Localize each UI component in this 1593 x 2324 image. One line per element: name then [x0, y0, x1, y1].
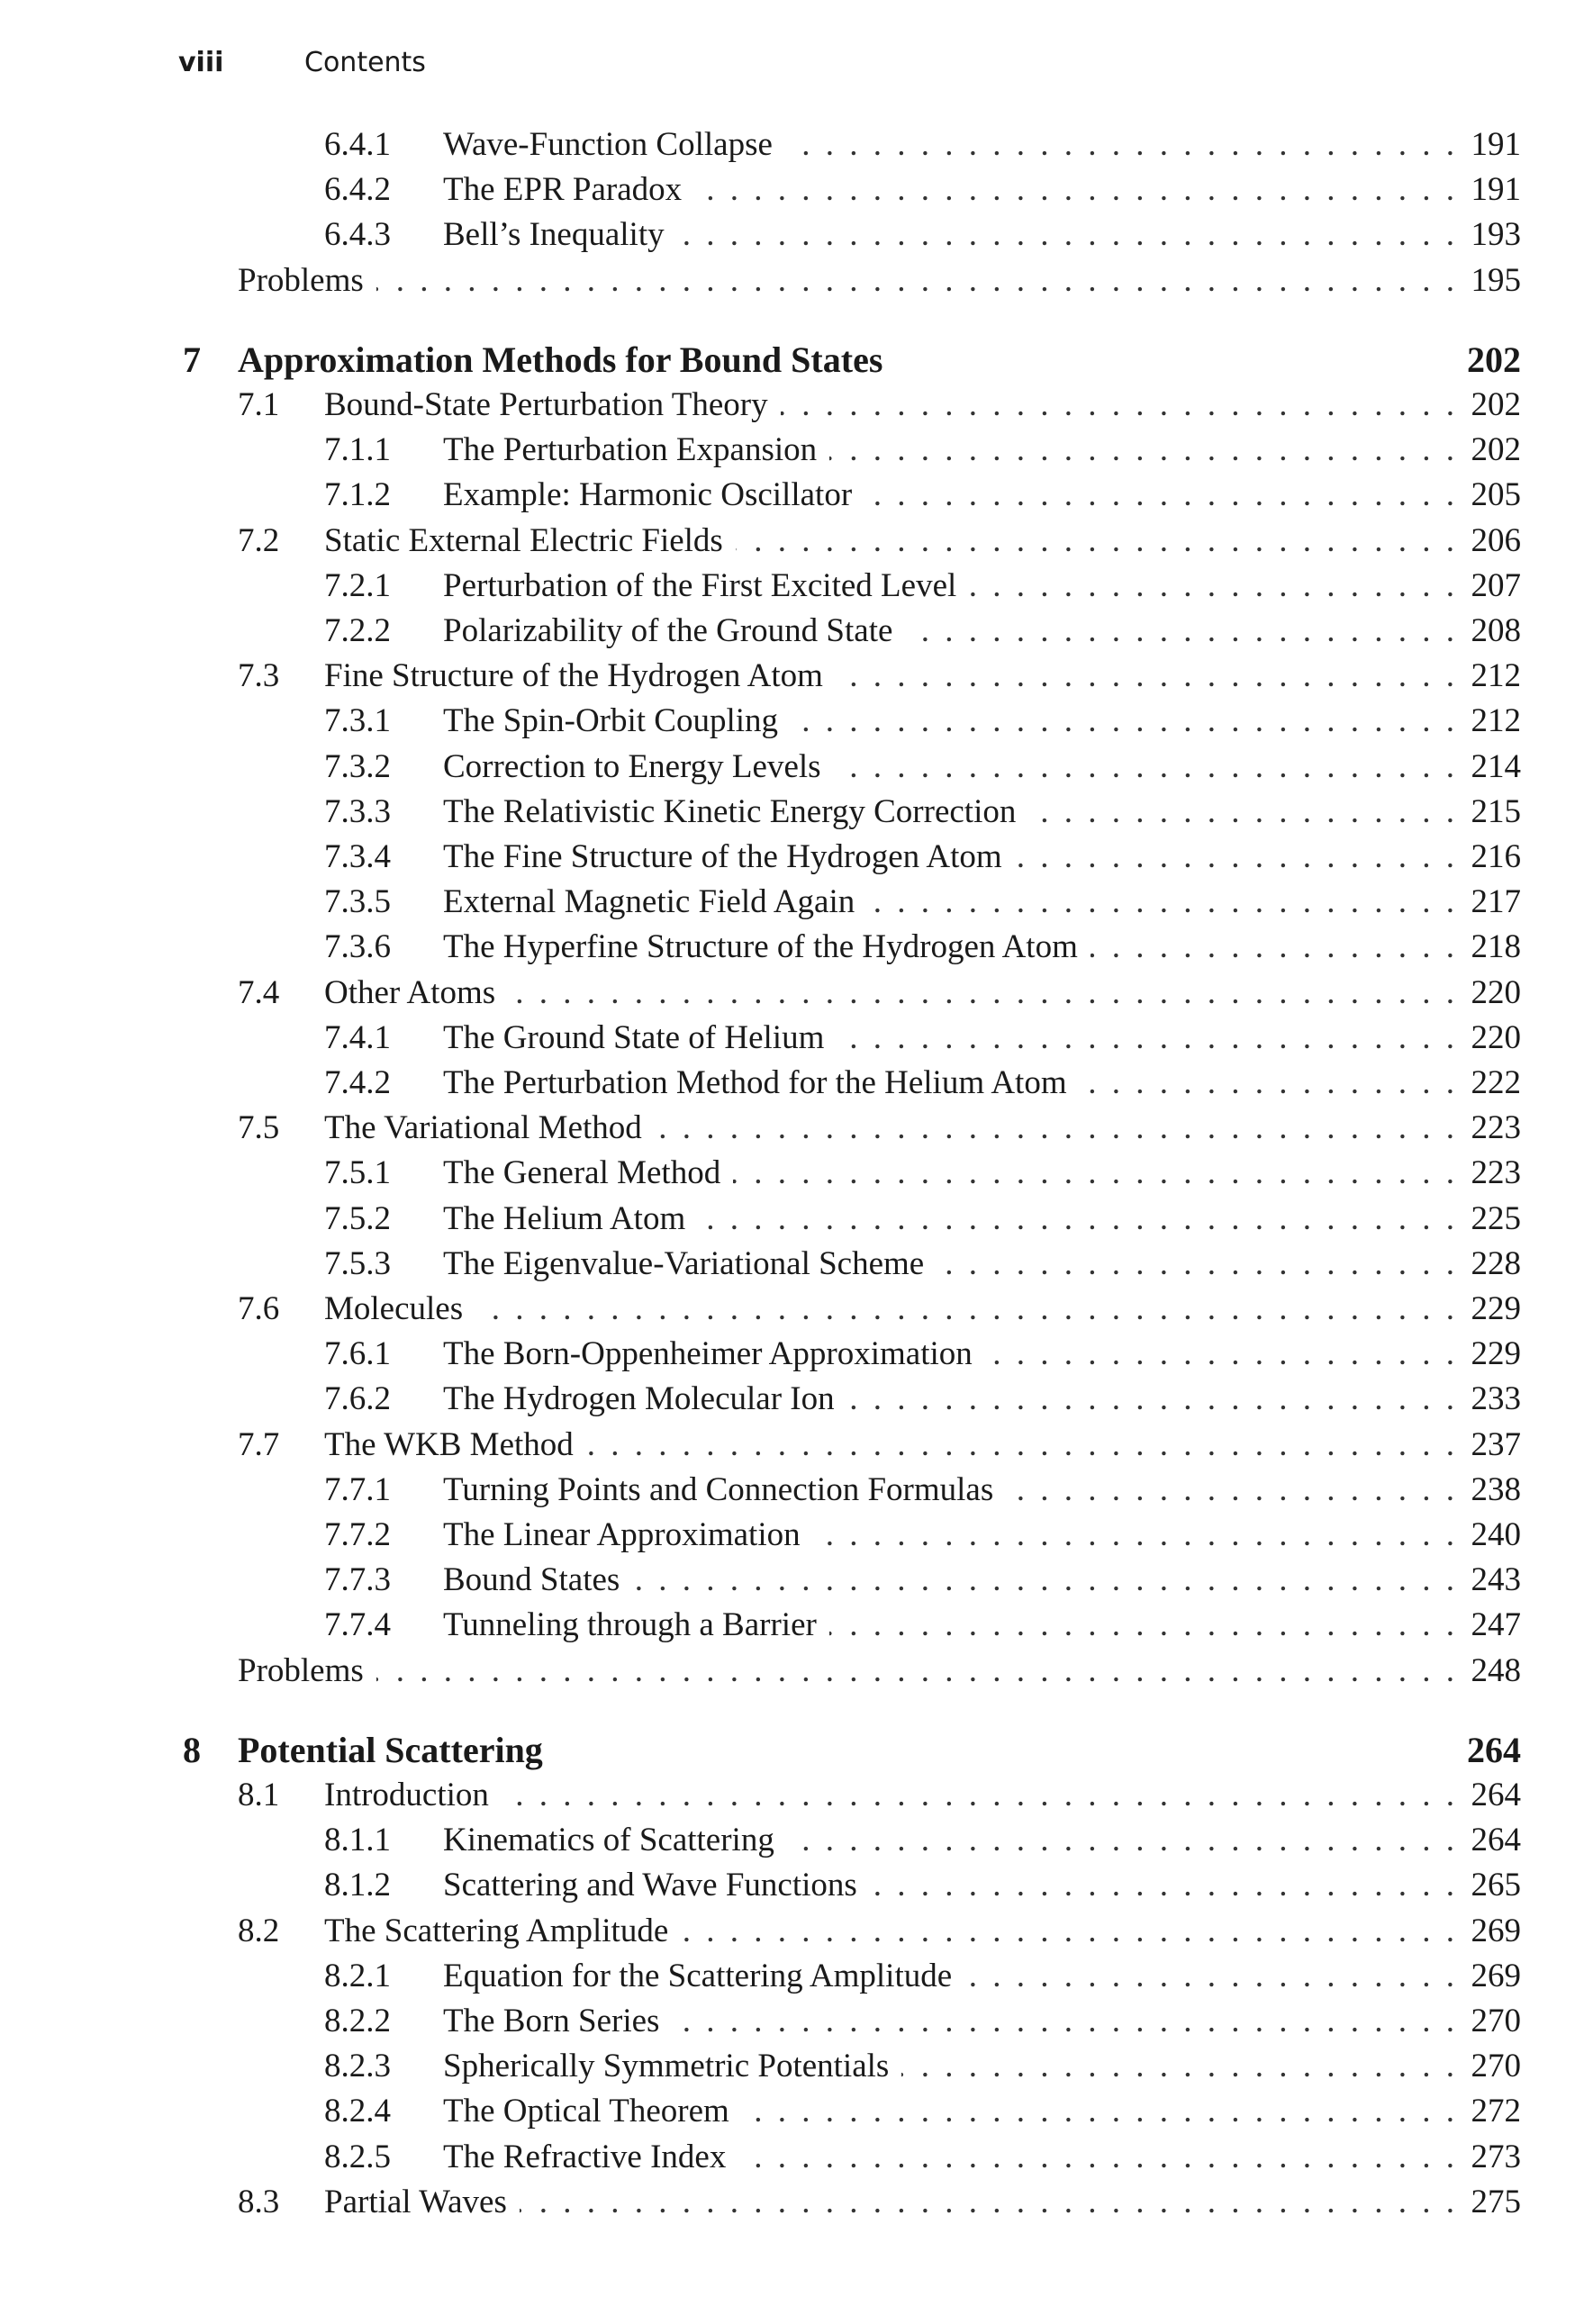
dot-leader [1091, 925, 1458, 970]
entry-title: Perturbation of the First Excited Level [443, 566, 957, 604]
entry-page-number: 269 [1471, 1912, 1521, 1949]
entry-number: 8.3 [238, 2183, 280, 2220]
entry-page-number: 214 [1471, 747, 1521, 785]
entry-title: Fine Structure of the Hydrogen Atom [324, 657, 823, 695]
entry-number: 6.4.2 [324, 171, 391, 209]
toc-entry[interactable] [0, 925, 1593, 970]
toc-entry[interactable] [0, 122, 1593, 167]
dot-leader [655, 1106, 1458, 1151]
toc-entry[interactable] [0, 609, 1593, 654]
entry-number: 6.4.3 [324, 216, 391, 254]
entry-title: Correction to Energy Levels [443, 747, 821, 785]
entry-number: 7.5.2 [324, 1199, 391, 1237]
entry-title: Spherically Symmetric Potentials [443, 2048, 890, 2085]
entry-title: The General Method [443, 1154, 721, 1192]
toc-entry[interactable] [0, 2044, 1593, 2089]
page-header [178, 47, 426, 78]
entry-number: 8.2.2 [324, 2003, 391, 2039]
toc-entry[interactable] [0, 2089, 1593, 2134]
entry-number: 8.2.5 [324, 2138, 391, 2175]
entry-page-number: 247 [1471, 1606, 1521, 1644]
toc-entry[interactable] [0, 1061, 1593, 1106]
entry-number: 7.3.6 [324, 928, 391, 966]
entry-title: The Optical Theorem [443, 2093, 729, 2130]
toc-entry[interactable] [0, 1603, 1593, 1648]
page-number: viii [178, 47, 224, 78]
entry-title: The Born Series [443, 2003, 660, 2039]
entry-page-number: 269 [1471, 1957, 1521, 1994]
entry-title: The Linear Approximation [443, 1516, 801, 1553]
entry-page-number: 220 [1471, 1018, 1521, 1056]
toc-entry[interactable] [0, 2135, 1593, 2180]
toc-entry[interactable] [0, 1513, 1593, 1558]
dot-leader [834, 745, 1458, 790]
entry-page-number: 202 [1471, 386, 1521, 423]
entry-page-number: 217 [1471, 883, 1521, 921]
entry-number: 7.6.1 [324, 1335, 391, 1373]
toc-entry[interactable] [0, 1909, 1593, 1954]
dot-leader [520, 2180, 1458, 2225]
dot-leader [376, 258, 1458, 303]
entry-title: The Variational Method [324, 1109, 642, 1147]
entry-number: 7.5.1 [324, 1154, 391, 1192]
dot-leader [508, 971, 1458, 1016]
entry-number: 7.6.2 [324, 1380, 391, 1418]
entry-page-number: 222 [1471, 1064, 1521, 1101]
dot-leader [985, 1332, 1458, 1377]
toc-entry[interactable] [0, 1016, 1593, 1061]
entry-number: 7.4.2 [324, 1064, 391, 1101]
chapter-entry[interactable] [0, 338, 1593, 383]
entry-title: Introduction [324, 1777, 489, 1813]
toc-entry[interactable] [0, 1287, 1593, 1332]
entry-number: 8.2.3 [324, 2048, 391, 2085]
entry-title: The Fine Structure of the Hydrogen Atom [443, 838, 1002, 875]
dot-leader [791, 699, 1458, 744]
entry-number: 7.7.3 [324, 1561, 391, 1599]
entry-page-number: 264 [1467, 1729, 1521, 1770]
toc-entry[interactable] [0, 2180, 1593, 2225]
entry-page-number: 191 [1471, 171, 1521, 209]
entry-page-number: 206 [1471, 521, 1521, 559]
dot-leader [694, 167, 1458, 213]
entry-page-number: 238 [1471, 1470, 1521, 1508]
dot-leader [733, 1151, 1458, 1196]
entry-title: The Perturbation Expansion [443, 431, 818, 469]
toc-entry[interactable] [0, 1151, 1593, 1196]
entry-title: The Hyperfine Structure of the Hydrogen Atom [443, 928, 1078, 966]
dot-leader [836, 654, 1458, 699]
dot-leader [672, 1999, 1458, 2044]
entry-title: Partial Waves [324, 2183, 507, 2220]
entry-number: 7.3.3 [324, 792, 391, 830]
dot-leader [1015, 835, 1458, 880]
dot-leader [632, 1558, 1458, 1603]
entry-page-number: 212 [1471, 702, 1521, 740]
dot-leader [870, 1863, 1458, 1908]
entry-number: 8 [183, 1729, 201, 1770]
toc-entry[interactable] [0, 1468, 1593, 1513]
dot-leader [502, 1773, 1458, 1818]
toc-entry[interactable] [0, 790, 1593, 835]
dot-leader [867, 880, 1458, 925]
entry-title: Kinematics of Scattering [443, 1822, 774, 1859]
entry-page-number: 218 [1471, 928, 1521, 966]
entry-page-number: 272 [1471, 2093, 1521, 2130]
dot-leader [787, 1818, 1458, 1863]
entry-number: 7.3.1 [324, 702, 391, 740]
toc-entry[interactable] [0, 1197, 1593, 1242]
entry-page-number: 191 [1471, 126, 1521, 163]
dot-leader [1080, 1061, 1458, 1106]
entry-number: 7.3.2 [324, 747, 391, 785]
entry-page-number: 264 [1471, 1822, 1521, 1859]
entry-number: 6.4.1 [324, 126, 391, 163]
entry-number: 7.5.3 [324, 1244, 391, 1282]
entry-page-number: 229 [1471, 1335, 1521, 1373]
toc-entry[interactable] [0, 654, 1593, 699]
entry-title: Turning Points and Connection Formulas [443, 1470, 994, 1508]
entry-number: 7.4.1 [324, 1018, 391, 1056]
dot-leader [901, 2044, 1458, 2089]
entry-number: 7.3 [238, 657, 280, 695]
entry-title: The WKB Method [324, 1425, 574, 1463]
entry-title: The Relativistic Kinetic Energy Correction [443, 792, 1017, 830]
dot-leader [681, 1909, 1458, 1954]
entry-page-number: 237 [1471, 1425, 1521, 1463]
dot-leader [475, 1287, 1458, 1332]
entry-page-number: 233 [1471, 1380, 1521, 1418]
dot-leader [829, 1603, 1458, 1648]
entry-page-number: 212 [1471, 657, 1521, 695]
entry-title: Tunneling through a Barrier [443, 1606, 817, 1644]
entry-number: 7.7.1 [324, 1470, 391, 1508]
toc-entry[interactable] [0, 1954, 1593, 1999]
dot-leader [964, 1954, 1458, 1999]
toc-entry[interactable] [0, 880, 1593, 925]
problems-entry[interactable] [0, 258, 1593, 303]
entry-title: Bound-State Perturbation Theory [324, 386, 768, 423]
entry-number: 8.1 [238, 1777, 280, 1813]
entry-title: The Eigenvalue-Variational Scheme [443, 1244, 925, 1282]
entry-page-number: 265 [1471, 1867, 1521, 1904]
entry-title: The Born-Oppenheimer Approximation [443, 1335, 973, 1373]
entry-title: Problems [238, 1651, 364, 1689]
entry-number: 7.1.2 [324, 476, 391, 514]
dot-leader [698, 1197, 1458, 1242]
entry-title: Example: Harmonic Oscillator [443, 476, 853, 514]
entry-number: 7.3.4 [324, 838, 391, 875]
entry-number: 7.7.2 [324, 1516, 391, 1553]
toc-entry[interactable] [0, 1423, 1593, 1468]
entry-number: 8.2 [238, 1912, 280, 1949]
entry-title: The Ground State of Helium [443, 1018, 825, 1056]
entry-title: External Magnetic Field Again [443, 883, 855, 921]
entry-number: 7.1.1 [324, 431, 391, 469]
dot-leader [781, 383, 1458, 428]
entry-title: Other Atoms [324, 973, 496, 1011]
entry-title: Approximation Methods for Bound States [238, 339, 883, 380]
entry-title: The Scattering Amplitude [324, 1912, 669, 1949]
entry-number: 7.4 [238, 973, 280, 1011]
entry-number: 7.2.1 [324, 566, 391, 604]
entry-number: 8.2.4 [324, 2093, 391, 2130]
entry-page-number: 275 [1471, 2183, 1521, 2220]
entry-page-number: 223 [1471, 1109, 1521, 1147]
toc-entry[interactable] [0, 1377, 1593, 1422]
dot-leader [905, 609, 1458, 654]
entry-title: Equation for the Scattering Amplitude [443, 1957, 953, 1994]
entry-number: 7.2 [238, 521, 280, 559]
entry-title: Bell’s Inequality [443, 216, 665, 254]
entry-page-number: 195 [1471, 261, 1521, 299]
chapter-entry[interactable] [0, 1728, 1593, 1773]
entry-number: 7.7.4 [324, 1606, 391, 1644]
toc-entry[interactable] [0, 1558, 1593, 1603]
dot-leader [829, 428, 1458, 473]
entry-page-number: 202 [1471, 431, 1521, 469]
toc-entry[interactable] [0, 564, 1593, 609]
entry-title: Bound States [443, 1561, 620, 1599]
toc-entry[interactable] [0, 971, 1593, 1016]
entry-page-number: 243 [1471, 1561, 1521, 1599]
dot-leader [937, 1242, 1458, 1287]
entry-title: Potential Scattering [238, 1729, 543, 1770]
toc-entry[interactable] [0, 699, 1593, 744]
dot-leader [847, 1377, 1458, 1422]
entry-title: Static External Electric Fields [324, 521, 723, 559]
toc-entry[interactable] [0, 1999, 1593, 2044]
entry-page-number: 273 [1471, 2138, 1521, 2175]
entry-page-number: 240 [1471, 1516, 1521, 1553]
entry-page-number: 248 [1471, 1651, 1521, 1689]
entry-title: The Perturbation Method for the Helium Atom [443, 1064, 1067, 1101]
entry-page-number: 216 [1471, 838, 1521, 875]
dot-leader [837, 1016, 1458, 1061]
entry-number: 7.7 [238, 1425, 280, 1463]
toc-entry[interactable] [0, 1242, 1593, 1287]
entry-page-number: 208 [1471, 612, 1521, 649]
toc-entry[interactable] [0, 383, 1593, 428]
dot-leader [864, 473, 1458, 518]
problems-entry[interactable] [0, 1649, 1593, 1694]
entry-title: Polarizability of the Ground State [443, 612, 893, 649]
entry-title: Problems [238, 261, 364, 299]
entry-page-number: 264 [1471, 1777, 1521, 1813]
entry-title: The Spin-Orbit Coupling [443, 702, 779, 740]
toc-entry[interactable] [0, 1106, 1593, 1151]
toc-entry[interactable] [0, 1332, 1593, 1377]
entry-number: 7.5 [238, 1109, 280, 1147]
toc-entry[interactable] [0, 213, 1593, 258]
dot-leader [738, 2135, 1458, 2180]
entry-number: 7.1 [238, 386, 280, 423]
entry-page-number: 270 [1471, 2048, 1521, 2085]
entry-title: The EPR Paradox [443, 171, 683, 209]
entry-page-number: 193 [1471, 216, 1521, 254]
toc-entry[interactable] [0, 428, 1593, 473]
entry-number: 8.2.1 [324, 1957, 391, 1994]
entry-number: 8.1.1 [324, 1822, 391, 1859]
toc-entry[interactable] [0, 745, 1593, 790]
running-title: Contents [304, 47, 426, 78]
entry-page-number: 207 [1471, 566, 1521, 604]
entry-number: 7.6 [238, 1290, 280, 1327]
entry-number: 7.3.5 [324, 883, 391, 921]
entry-page-number: 229 [1471, 1290, 1521, 1327]
entry-title: The Hydrogen Molecular Ion [443, 1380, 835, 1418]
dot-leader [1006, 1468, 1458, 1513]
entry-page-number: 220 [1471, 973, 1521, 1011]
dot-leader [586, 1423, 1458, 1468]
toc-entry[interactable] [0, 1863, 1593, 1908]
toc-entry[interactable] [0, 473, 1593, 518]
entry-number: 8.1.2 [324, 1867, 391, 1904]
toc-entry[interactable] [0, 835, 1593, 880]
dot-leader [742, 2089, 1458, 2134]
toc-entry[interactable] [0, 1773, 1593, 1818]
toc-entry[interactable] [0, 167, 1593, 213]
entry-title: Molecules [324, 1290, 464, 1327]
entry-number: 7.2.2 [324, 612, 391, 649]
entry-title: Wave-Function Collapse [443, 126, 773, 163]
dot-leader [785, 122, 1458, 167]
entry-page-number: 270 [1471, 2003, 1521, 2039]
entry-title: Scattering and Wave Functions [443, 1867, 857, 1904]
dot-leader [969, 564, 1458, 609]
entry-page-number: 202 [1467, 339, 1521, 380]
entry-title: The Helium Atom [443, 1199, 686, 1237]
entry-page-number: 225 [1471, 1199, 1521, 1237]
dot-leader [1028, 790, 1458, 835]
dot-leader [813, 1513, 1458, 1558]
entry-number: 7 [183, 339, 201, 380]
entry-page-number: 205 [1471, 476, 1521, 514]
entry-page-number: 228 [1471, 1244, 1521, 1282]
toc-entry[interactable] [0, 519, 1593, 564]
toc-entry[interactable] [0, 1818, 1593, 1863]
dot-leader [736, 519, 1458, 564]
entry-page-number: 223 [1471, 1154, 1521, 1192]
dot-leader [677, 213, 1458, 258]
entry-title: The Refractive Index [443, 2138, 727, 2175]
dot-leader [376, 1649, 1458, 1694]
entry-page-number: 215 [1471, 792, 1521, 830]
